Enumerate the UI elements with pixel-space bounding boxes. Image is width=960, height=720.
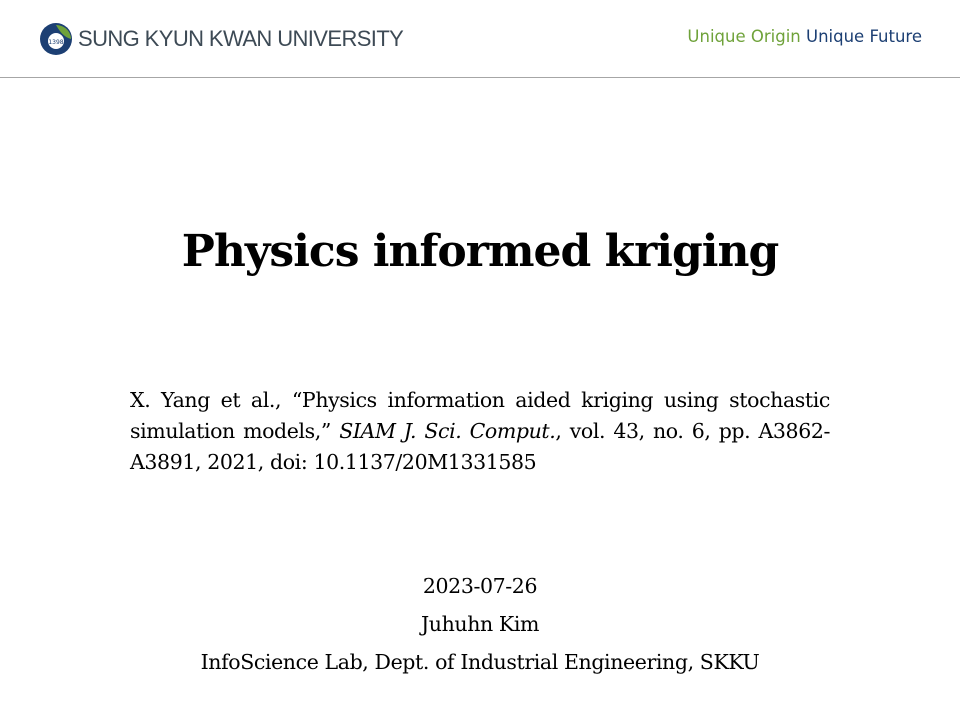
paper-citation: [130, 385, 830, 478]
presenter-affiliation: InfoScience Lab, Dept. of Industrial Engineering, SKKU: [200, 650, 760, 674]
header-bar: [0, 0, 960, 78]
university-logo: [38, 19, 403, 59]
presenter-name: Juhuhn Kim: [420, 612, 540, 636]
tagline-origin: Unique Origin: [687, 27, 801, 46]
citation-authors-title: X. Yang et al., “Physics information aided kriging using stochastic simulation models,”: [130, 388, 830, 443]
presenter-info: [0, 567, 960, 681]
citation-details: , vol. 43, no. 6, pp. A3862-A3891, 2021, doi: 10.1137/20M1331585: [130, 419, 831, 474]
logo-text: SUNG KYUN KWAN UNIVERSITY: [78, 26, 404, 51]
presentation-date: 2023-07-26: [422, 574, 538, 598]
citation-journal: SIAM J. Sci. Comput.: [339, 419, 556, 443]
tagline-future: Unique Future: [806, 27, 922, 46]
tagline: [687, 27, 922, 46]
slide-title: Physics informed kriging: [181, 226, 779, 277]
svg-text:1398: 1398: [48, 39, 64, 46]
ginkgo-leaf-icon: [38, 20, 74, 58]
